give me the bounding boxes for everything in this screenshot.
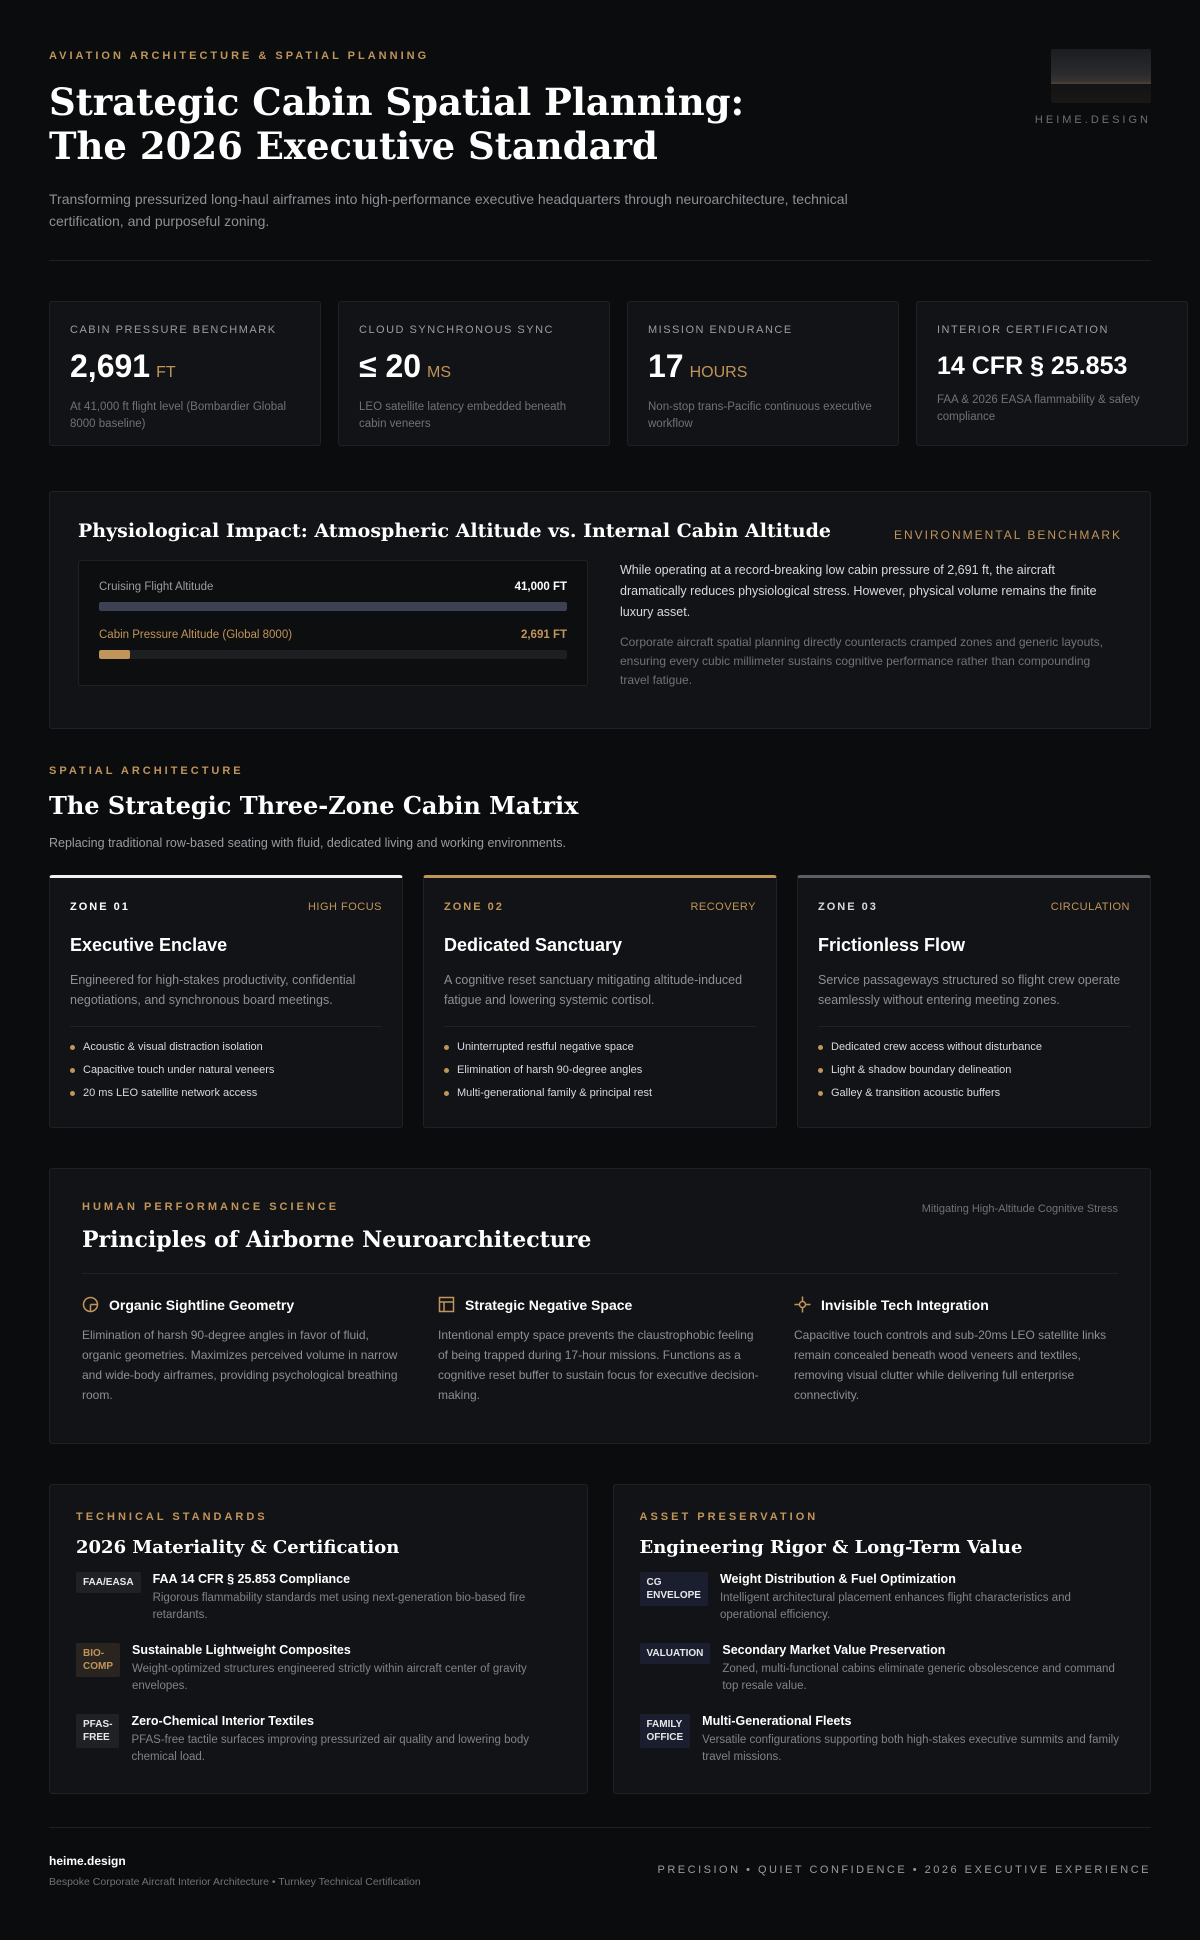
altitude-label: Cabin Pressure Altitude (Global 8000) <box>99 629 293 641</box>
item-description: Rigorous flammability standards met using next-generation bio-based fire retardants. <box>152 1592 526 1621</box>
bullet-dot-icon <box>444 1045 449 1050</box>
zone-description: A cognitive reset sanctuary mitigating altitude-induced fatigue and lowering systemic cortisol. <box>444 970 756 1027</box>
zone-card-executive-enclave <box>49 875 403 1128</box>
principle-title: Strategic Negative Space <box>465 1296 633 1313</box>
list-item <box>818 1064 1130 1076</box>
asset-items <box>640 1572 1125 1766</box>
item-body <box>153 1572 561 1624</box>
header-eyebrow: AVIATION ARCHITECTURE & SPATIAL PLANNING <box>49 50 430 62</box>
bullet-dot-icon <box>70 1045 75 1050</box>
environmental-benchmark-tag: ENVIRONMENTAL BENCHMARK <box>893 528 1122 542</box>
list-item <box>76 1643 561 1695</box>
bullet-text: Galley & transition acoustic buffers <box>831 1087 1001 1099</box>
principle-negative-space <box>438 1296 762 1405</box>
item-description: PFAS-free tactile surfaces improving pressurized air quality and lowering body chemical load. <box>131 1734 530 1763</box>
zone-number: ZONE 02 <box>444 901 504 913</box>
item-body <box>722 1643 1124 1695</box>
zones-eyebrow: SPATIAL ARCHITECTURE <box>49 765 244 777</box>
zone-title: Dedicated Sanctuary <box>444 935 623 955</box>
stat-cards <box>49 301 1151 446</box>
zone-bullets <box>444 1041 756 1099</box>
page-title: Strategic Cabin Spatial Planning: The 2026 Executive Standard <box>49 80 745 168</box>
stat-unit: MS <box>427 364 452 381</box>
list-item <box>640 1643 1125 1695</box>
item-body <box>702 1714 1124 1766</box>
item-description: Versatile configurations supporting both high-stakes executive summits and family travel missions. <box>702 1734 1119 1763</box>
item-badge: BIO- COMP <box>76 1643 120 1677</box>
zones-title: The Strategic Three-Zone Cabin Matrix <box>49 791 579 820</box>
bullet-dot-icon <box>818 1045 823 1050</box>
item-description: Weight-optimized structures engineered strictly within aircraft center of gravity envelopes. <box>132 1663 527 1692</box>
bullet-text: Dedicated crew access without disturbance <box>831 1041 1042 1053</box>
list-item <box>70 1064 382 1076</box>
stat-card-cloud-sync <box>338 301 610 446</box>
list-item <box>444 1087 756 1099</box>
principle-title: Organic Sightline Geometry <box>109 1296 295 1313</box>
stat-number: 2,691 <box>70 348 151 384</box>
principle-organic-sightline <box>82 1296 406 1405</box>
stat-description: LEO satellite latency embedded beneath cabin veneers <box>359 401 567 430</box>
item-badge: CG ENVELOPE <box>640 1572 708 1606</box>
stat-card-mission-endurance <box>627 301 899 446</box>
materiality-eyebrow: TECHNICAL STANDARDS <box>76 1511 268 1523</box>
zone-focus: RECOVERY <box>690 901 756 913</box>
layout-icon <box>438 1296 455 1313</box>
item-title: Weight Distribution & Fuel Optimization <box>719 1572 956 1586</box>
principle-description: Intentional empty space prevents the claustrophobic feeling of being trapped during 17-hour missions. Functions as a cognitive reset buffer to sustain focus for executive decision-making. <box>438 1328 759 1402</box>
materiality-title: 2026 Materiality & Certification <box>76 1537 400 1558</box>
principle-title: Invisible Tech Integration <box>821 1296 989 1313</box>
principle-description: Elimination of harsh 90-degree angles in favor of fluid, organic geometries. Maximizes perceived volume in narrow and wide-body airframes, providing psychological breathing room. <box>82 1328 398 1402</box>
materiality-panel <box>49 1484 588 1794</box>
zone-number: ZONE 01 <box>70 901 130 913</box>
zone-focus: HIGH FOCUS <box>307 901 382 913</box>
item-badge: FAMILY OFFICE <box>640 1714 691 1748</box>
standards-and-value <box>49 1484 1151 1794</box>
neuro-note: Mitigating High-Altitude Cognitive Stress <box>921 1203 1118 1215</box>
stat-card-cabin-pressure <box>49 301 321 446</box>
item-description: Zoned, multi-functional cabins eliminate generic obsolescence and command top resale value. <box>722 1663 1115 1692</box>
brand-thumbnail-image <box>1051 49 1151 103</box>
list-item <box>640 1572 1125 1624</box>
asset-eyebrow: ASSET PRESERVATION <box>639 1511 819 1523</box>
physiological-text-primary: While operating at a record-breaking low cabin pressure of 2,691 ft, the aircraft dramatically reduces physiological stress. However, physical volume remains the finite luxury asset. <box>620 563 1097 619</box>
bullet-text: Light & shadow boundary delineation <box>831 1064 1012 1076</box>
list-item <box>818 1087 1130 1099</box>
bullet-dot-icon <box>70 1068 75 1073</box>
neuro-title: Principles of Airborne Neuroarchitecture <box>82 1227 1118 1274</box>
stat-unit: FT <box>156 364 176 381</box>
list-item <box>76 1572 561 1624</box>
principle-description: Capacitive touch controls and sub-20ms LEO satellite links remain concealed beneath wood veneers and textiles, removing visual clutter while delivering full enterprise connectivity. <box>794 1328 1107 1402</box>
item-body <box>132 1643 561 1695</box>
zone-card-frictionless-flow <box>797 875 1151 1128</box>
altitude-value: 41,000 FT <box>514 581 567 593</box>
page-footer <box>49 1827 1151 1888</box>
physiological-impact-panel <box>49 491 1151 729</box>
stat-description: FAA & 2026 EASA flammability & safety compliance <box>937 394 1140 423</box>
bullet-text: 20 ms LEO satellite network access <box>83 1087 258 1099</box>
materiality-items <box>76 1572 561 1766</box>
list-item <box>818 1041 1130 1053</box>
physiological-text <box>620 560 1120 690</box>
list-item <box>444 1041 756 1053</box>
zone-bullets <box>818 1041 1130 1099</box>
stat-card-interior-certification <box>916 301 1188 446</box>
zone-description: Service passageways structured so flight crew operate seamlessly without entering meeting zones. <box>818 970 1130 1027</box>
item-body <box>131 1714 560 1766</box>
item-title: Secondary Market Value Preservation <box>722 1643 946 1657</box>
neuroarchitecture-panel <box>49 1168 1151 1444</box>
bullet-dot-icon <box>70 1091 75 1096</box>
asset-panel <box>613 1484 1152 1794</box>
zones-section-header <box>49 765 1151 850</box>
zone-title: Executive Enclave <box>70 935 228 955</box>
item-badge: FAA/EASA <box>76 1572 141 1593</box>
stat-value: 14 CFR § 25.853 <box>937 352 1128 380</box>
altitude-value: 2,691 FT <box>520 629 567 641</box>
neuro-eyebrow: HUMAN PERFORMANCE SCIENCE <box>82 1201 340 1213</box>
altitude-row-cruising <box>99 581 567 593</box>
stat-description: Non-stop trans-Pacific continuous executive workflow <box>648 401 872 430</box>
stat-number: 17 <box>648 348 684 384</box>
zone-bullets <box>70 1041 382 1099</box>
bullet-text: Capacitive touch under natural veneers <box>83 1064 275 1076</box>
list-item <box>444 1064 756 1076</box>
altitude-bar-track <box>99 650 567 659</box>
item-body <box>720 1572 1124 1624</box>
altitude-bar-track <box>99 602 567 611</box>
bullet-dot-icon <box>444 1068 449 1073</box>
zone-number: ZONE 03 <box>818 901 878 913</box>
zone-card-dedicated-sanctuary <box>423 875 777 1128</box>
bullet-dot-icon <box>818 1091 823 1096</box>
zone-description: Engineered for high-stakes productivity, confidential negotiations, and synchronous board meetings. <box>70 970 382 1027</box>
organic-geometry-icon <box>82 1296 99 1313</box>
item-title: Zero-Chemical Interior Textiles <box>131 1714 314 1728</box>
page-header <box>49 0 1151 261</box>
stat-label: MISSION ENDURANCE <box>648 324 793 336</box>
page-subtitle: Transforming pressurized long-haul airframes into high-performance executive headquarters through neuroarchitecture, technical certification, and purposeful zoning. <box>49 191 848 229</box>
stat-label: CLOUD SYNCHRONOUS SYNC <box>359 324 554 336</box>
stat-description: At 41,000 ft flight level (Bombardier Global 8000 baseline) <box>70 401 287 430</box>
list-item <box>70 1087 382 1099</box>
stat-label: INTERIOR CERTIFICATION <box>937 324 1109 336</box>
bullet-dot-icon <box>444 1091 449 1096</box>
item-title: Sustainable Lightweight Composites <box>132 1643 351 1657</box>
principle-invisible-tech <box>794 1296 1118 1405</box>
list-item <box>70 1041 382 1053</box>
altitude-comparison <box>78 560 588 686</box>
footer-tagline: PRECISION • QUIET CONFIDENCE • 2026 EXECUTIVE EXPERIENCE <box>657 1864 1151 1876</box>
item-badge: VALUATION <box>640 1643 711 1664</box>
physiological-text-secondary: Corporate aircraft spatial planning directly counteracts cramped zones and generic layouts, ensuring every cubic millimeter sustains cognitive performance rather than compounding travel fatigue. <box>620 635 1103 687</box>
item-title: Multi-Generational Fleets <box>702 1714 852 1728</box>
asset-title: Engineering Rigor & Long-Term Value <box>639 1537 1023 1558</box>
crosshair-icon <box>794 1296 811 1313</box>
zone-cards <box>49 875 1151 1128</box>
altitude-bar-fill-cruising <box>99 602 567 611</box>
brand-name: HEIME.DESIGN <box>1034 114 1151 126</box>
principles-list <box>82 1296 1118 1405</box>
zone-title: Frictionless Flow <box>818 935 966 955</box>
item-title: FAA 14 CFR § 25.853 Compliance <box>152 1572 351 1586</box>
bullet-text: Elimination of harsh 90-degree angles <box>457 1064 643 1076</box>
physiological-title: Physiological Impact: Atmospheric Altitude vs. Internal Cabin Altitude <box>78 520 831 542</box>
item-description: Intelligent architectural placement enhances flight characteristics and operational efficiency. <box>719 1592 1071 1621</box>
stat-unit: HOURS <box>689 364 748 381</box>
stat-value <box>359 348 589 391</box>
item-badge: PFAS- FREE <box>76 1714 119 1748</box>
zones-subtitle: Replacing traditional row-based seating with fluid, dedicated living and working environments. <box>49 836 566 850</box>
stat-value <box>70 348 300 391</box>
stat-label: CABIN PRESSURE BENCHMARK <box>70 324 277 336</box>
bullet-text: Multi-generational family & principal rest <box>457 1087 653 1099</box>
stat-number: ≤ 20 <box>359 348 422 384</box>
altitude-label: Cruising Flight Altitude <box>99 581 214 593</box>
altitude-row-cabin <box>99 629 567 641</box>
footer-brand: heime.design <box>49 1854 126 1868</box>
list-item <box>76 1714 561 1766</box>
bullet-text: Uninterrupted restful negative space <box>457 1041 634 1053</box>
zone-focus: CIRCULATION <box>1050 901 1130 913</box>
list-item <box>640 1714 1125 1766</box>
footer-subline: Bespoke Corporate Aircraft Interior Architecture • Turnkey Technical Certification <box>49 1876 421 1888</box>
altitude-bar-fill-cabin <box>99 650 130 659</box>
stat-value <box>648 348 878 391</box>
bullet-dot-icon <box>818 1068 823 1073</box>
bullet-text: Acoustic & visual distraction isolation <box>83 1041 263 1053</box>
